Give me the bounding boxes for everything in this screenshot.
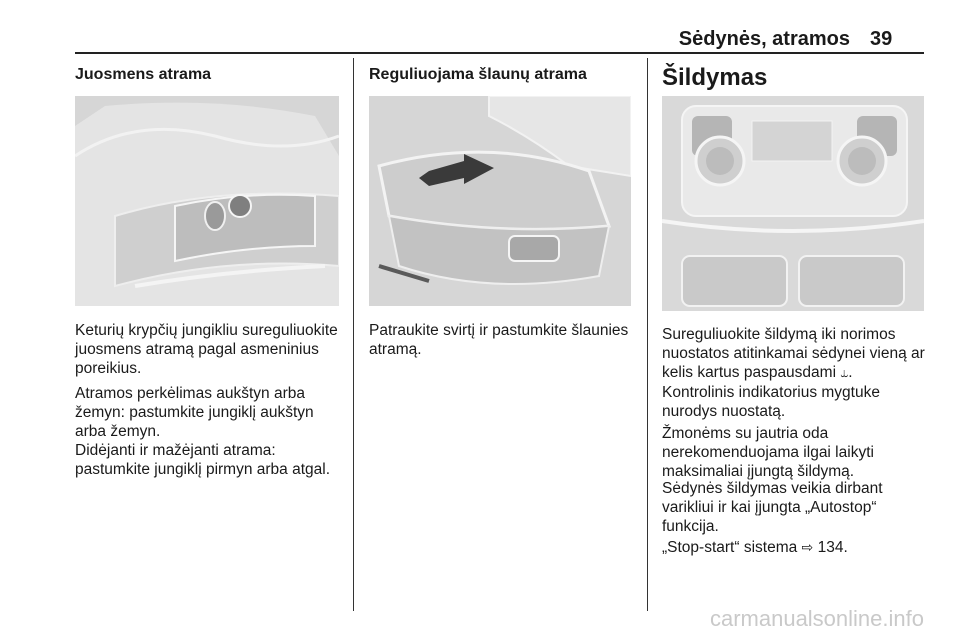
header-rule [75, 52, 924, 54]
paragraph-heating-1-text: Sureguliuokite šildymą iki norimos nuostatos atitinkamai sėdynei vieną ar kelis kartus paspausdami [662, 326, 925, 381]
paragraph-heating-1-cont: Kontrolinis indikatorius mygtuke nurodys nuostatą. [662, 384, 880, 420]
seat-heating-icon: ⥿ [840, 365, 849, 381]
paragraph-thigh-1: Patraukite svirtį ir pastumkite šlaunies atramą. [369, 322, 629, 358]
section-heading-lumbar: Juosmens atrama [75, 66, 212, 83]
column-divider-2 [647, 58, 648, 611]
stop-start-page-link[interactable]: 134. [817, 539, 848, 556]
section-heading-thigh: Reguliuojama šlaunų atrama [369, 66, 587, 83]
paragraph-heating-3: Sėdynės šildymas veikia dirbant varikliui ir kai įjungta „Autostop“ funkcija. [662, 480, 883, 535]
paragraph-heating-4 [662, 538, 924, 558]
page-ref-arrow-icon: ⇨ [801, 540, 814, 556]
paragraph-heating-2: Žmonėms su jautria oda nerekomenduojama ilgai laikyti maksimaliai įjungtą šildymą. [662, 425, 874, 480]
section-heading-heating: Šildymas [662, 64, 768, 91]
figure-lumbar-support [75, 96, 339, 306]
figure-heating-controls [662, 96, 924, 311]
footer-watermark: carmanualsonline.info [709, 606, 924, 631]
paragraph-heating-1 [662, 325, 927, 421]
page-number: 39 [870, 28, 893, 50]
paragraph-heating-1-end: . [848, 364, 853, 381]
paragraph-lumbar-2: Atramos perkėlimas aukštyn arba žemyn: pastumkite jungiklį aukštyn arba žemyn. [75, 385, 314, 440]
paragraph-lumbar-1: Keturių krypčių jungikliu sureguliuokite juosmens atramą pagal asmeninius poreikius. [75, 322, 338, 377]
stop-start-text: „Stop-start“ sistema [662, 539, 798, 556]
figure-thigh-support [369, 96, 631, 306]
column-divider-1 [353, 58, 354, 611]
paragraph-lumbar-3: Didėjanti ir mažėjanti atrama: pastumkite jungiklį pirmyn arba atgal. [75, 442, 331, 478]
page-header-title: Sėdynės, atramos [678, 28, 850, 50]
